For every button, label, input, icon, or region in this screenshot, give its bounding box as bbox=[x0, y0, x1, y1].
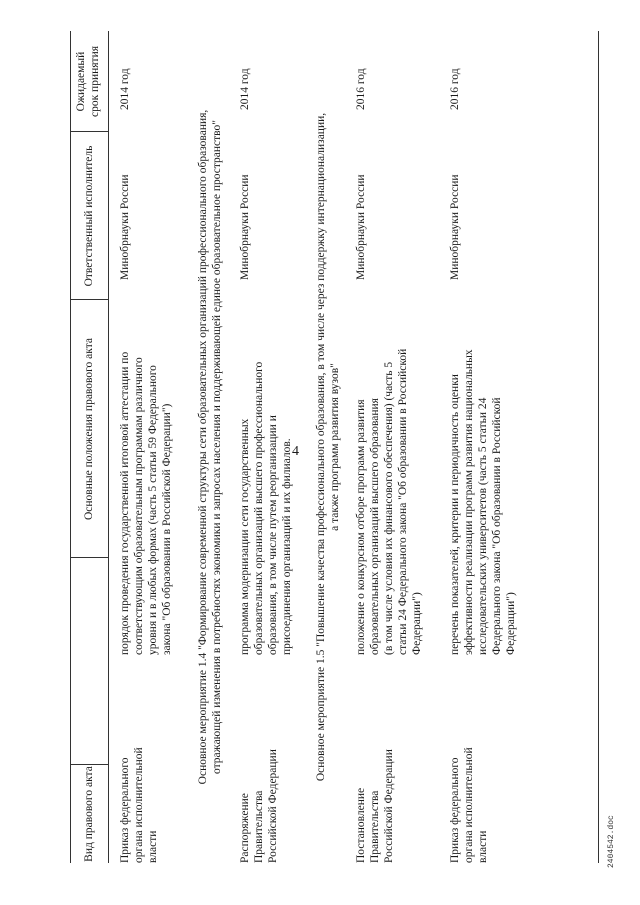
row2-content-line2: образовательных организаций высшего профессионального bbox=[253, 361, 265, 655]
row3-type-line1: Постановление bbox=[355, 787, 367, 863]
row1-content bbox=[118, 285, 174, 655]
row4-content-line4: Федерального закона "Об образовании в Российской bbox=[491, 397, 503, 655]
row1-responsible: Минобрнауки России bbox=[119, 174, 131, 280]
row1-type-line3: власти bbox=[147, 830, 159, 863]
row4-content-line2: эффективности реализации программ развития национальных bbox=[463, 349, 475, 655]
row4-term: 2016 год bbox=[449, 68, 461, 110]
row3-type-line2: Правительства bbox=[369, 790, 381, 863]
section-1-5-line2: а также программ развития вузов" bbox=[329, 363, 341, 531]
row4-content-line1: перечень показателей, критерии и периодичность оценки bbox=[449, 374, 461, 655]
row4-type-line1: Приказ федерального bbox=[449, 757, 461, 863]
section-1-5-title bbox=[314, 31, 342, 863]
row4-content-line5: Федерации") bbox=[505, 592, 517, 655]
row1-act-type bbox=[118, 743, 160, 863]
header-responsible: Ответственный исполнитель bbox=[83, 145, 95, 287]
row2-type-line3: Российской Федерации bbox=[267, 749, 279, 863]
header-expected-term bbox=[74, 31, 102, 132]
row1-content-line4: закона "Об образовании в Российской Федерации") bbox=[161, 403, 173, 655]
row4-content bbox=[448, 285, 518, 655]
header-term-line2: срок принятия bbox=[89, 45, 101, 118]
row2-content-line1: программа модернизации сети государственных bbox=[239, 418, 251, 655]
footer-file-code: 2404542.doc bbox=[607, 815, 616, 868]
row3-content bbox=[354, 285, 424, 655]
row3-term: 2016 год bbox=[355, 68, 367, 110]
page-number: 4 bbox=[292, 444, 299, 459]
row1-type-line1: Приказ федерального bbox=[119, 757, 131, 863]
row2-content-line4: присоединения организаций и их филиалов. bbox=[281, 438, 293, 655]
row2-term: 2014 год bbox=[239, 68, 251, 110]
row3-content-line2: образовательных организаций высшего образования bbox=[369, 398, 381, 655]
row3-content-line3: (в том числе условия их финансового обеспечения) (часть 5 bbox=[383, 361, 395, 655]
row1-term: 2014 год bbox=[119, 68, 131, 110]
section-1-4-line1: Основное мероприятие 1.4 "Формирование современной структуры сети образовательных организаций профессионального образования, bbox=[197, 109, 209, 785]
header-term-line1: Ожидаемый bbox=[75, 51, 87, 112]
row2-content-line3: образования, в том числе путем реорганизации и bbox=[267, 415, 279, 655]
row4-type-line3: власти bbox=[477, 830, 489, 863]
row1-content-line3: уровня и в любых формах (часть 5 статьи 59 Федерального bbox=[147, 365, 159, 655]
row3-responsible: Минобрнауки России bbox=[355, 174, 367, 280]
section-1-4-title bbox=[196, 31, 224, 863]
row3-type-line3: Российской Федерации bbox=[383, 749, 395, 863]
row1-type-line2: органа исполнительной bbox=[133, 747, 145, 863]
header-bottom-border bbox=[108, 31, 109, 863]
row3-content-line4: статьи 24 Федерального закона "Об образовании в Российской bbox=[397, 348, 409, 655]
row4-content-line3: исследовательских университетов (часть 5 статьи 24 bbox=[477, 397, 489, 655]
table-bottom-border bbox=[598, 31, 599, 863]
row2-responsible: Минобрнауки России bbox=[239, 174, 251, 280]
row3-act-type bbox=[354, 743, 396, 863]
section-1-4-line2: отражающей изменения в потребностях экономики и запросах населения и поддерживающей единое образовательное пространство" bbox=[211, 120, 223, 774]
header-act-type: Вид правового акта bbox=[83, 766, 95, 862]
row1-content-line1: порядок проведения государственной итоговой аттестации по bbox=[119, 351, 131, 655]
section-1-5-line1: Основное мероприятие 1.5 "Повышение качества профессионального образования, в том числе через поддержку интернационализации, bbox=[315, 112, 327, 782]
row2-type-line1: Распоряжение bbox=[239, 793, 251, 863]
row2-content bbox=[238, 285, 294, 655]
row2-act-type bbox=[238, 743, 280, 863]
header-main-provisions: Основные положения правового акта bbox=[83, 338, 95, 521]
row1-content-line2: соответствующим образовательным программам различного bbox=[133, 357, 145, 655]
row3-content-line5: Федерации") bbox=[411, 592, 423, 655]
row4-act-type bbox=[448, 743, 490, 863]
table-top-border bbox=[70, 31, 71, 863]
row2-type-line2: Правительства bbox=[253, 790, 265, 863]
row4-responsible: Минобрнауки России bbox=[449, 174, 461, 280]
row4-type-line2: органа исполнительной bbox=[463, 747, 475, 863]
row3-content-line1: положение о конкурсном отборе программ развития bbox=[355, 399, 367, 655]
